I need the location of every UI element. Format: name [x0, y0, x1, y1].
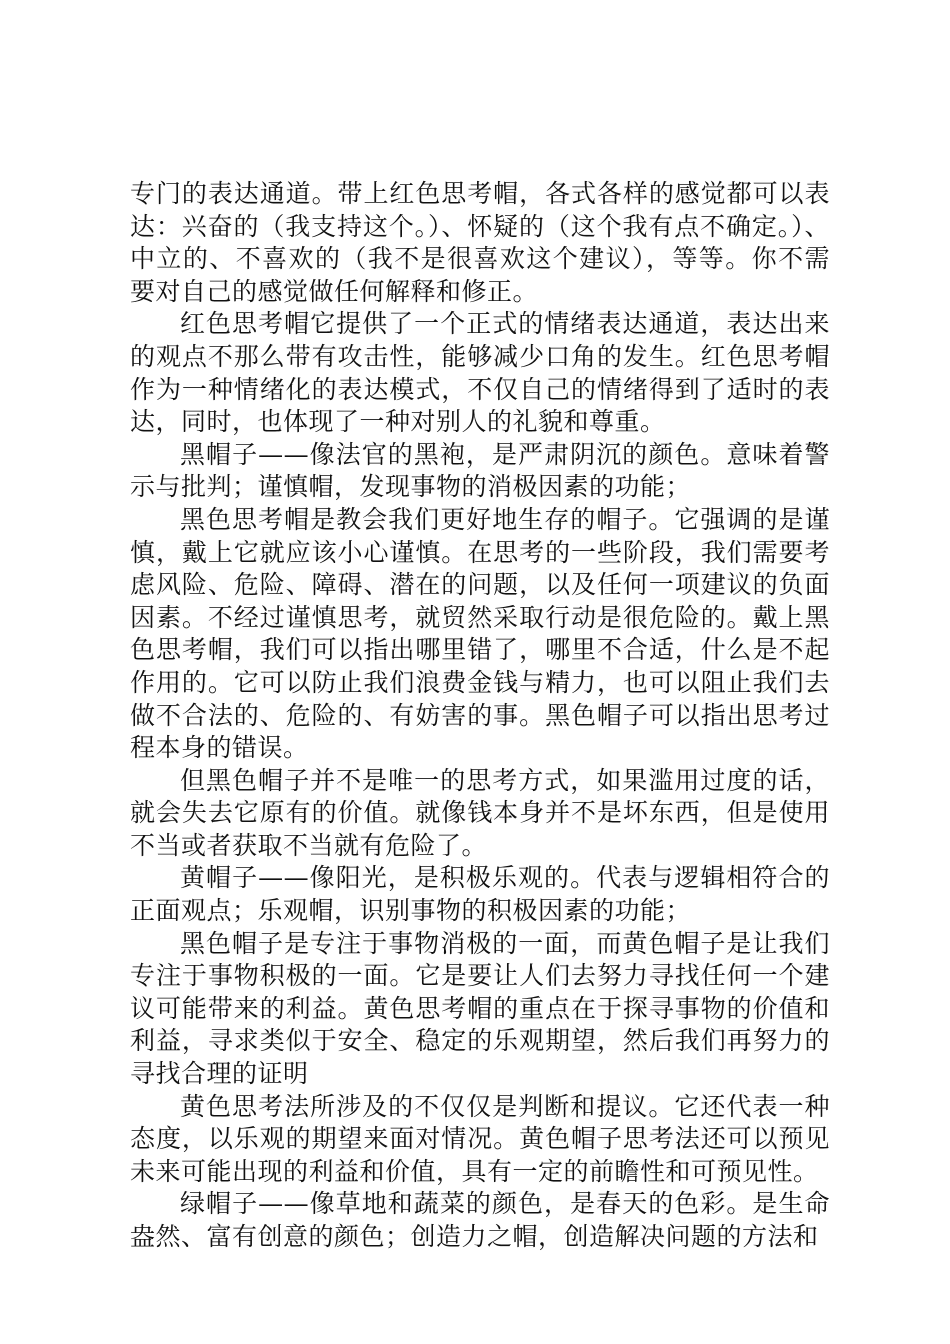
paragraph-3: 黑帽子——像法官的黑袍，是严肃阴沉的颜色。意味着警示与批判；谨慎帽，发现事物的消极因素的功能； [130, 439, 830, 502]
paragraph-4: 黑色思考帽是教会我们更好地生存的帽子。它强调的是谨慎，戴上它就应该小心谨慎。在思考的一些阶段，我们需要考虑风险、危险、障碍、潜在的问题，以及任何一项建议的负面因素。不经过谨慎思考，就贸然采取行动是很危险的。戴上黑色思考帽，我们可以指出哪里错了，哪里不合适，什么是不起作用的。它可以防止我们浪费金钱与精力，也可以阻止我们去做不合法的、危险的、有妨害的事。黑色帽子可以指出思考过程本身的错误。 [130, 504, 830, 763]
paragraph-9: 绿帽子——像草地和蔬菜的颜色，是春天的色彩。是生命盎然、富有创意的颜色；创造力之帽，创造解决问题的方法和 [130, 1189, 830, 1251]
paragraph-7: 黑色帽子是专注于事物消极的一面，而黄色帽子是让我们专注于事物积极的一面。它是要让人们去努力寻找任何一个建议可能带来的利益。黄色思考帽的重点在于探寻事物的价值和利益，寻求类似于安全、稳定的乐观期望，然后我们再努力的寻找合理的证明 [130, 928, 830, 1089]
paragraph-6: 黄帽子——像阳光，是积极乐观的。代表与逻辑相符合的正面观点；乐观帽，识别事物的积极因素的功能； [130, 863, 830, 926]
paragraph-1: 专门的表达通道。带上红色思考帽，各式各样的感觉都可以表达：兴奋的（我支持这个。）、怀疑的（这个我有点不确定。）、中立的、不喜欢的（我不是很喜欢这个建议），等等。你不需要对自己的感觉做任何解释和修正。 [130, 179, 830, 306]
paragraph-8: 黄色思考法所涉及的不仅仅是判断和提议。它还代表一种态度，以乐观的期望来面对情况。黄色帽子思考法还可以预见未来可能出现的利益和价值，具有一定的前瞻性和可预见性。 [130, 1091, 830, 1186]
paragraph-2: 红色思考帽它提供了一个正式的情绪表达通道，表达出来的观点不那么带有攻击性，能够减少口角的发生。红色思考帽作为一种情绪化的表达模式，不仅自己的情绪得到了适时的表达，同时，也体现了一种对别人的礼貌和尊重。 [130, 309, 830, 437]
paragraph-5: 但黑色帽子并不是唯一的思考方式，如果滥用过度的话，就会失去它原有的价值。就像钱本身并不是坏东西，但是使用不当或者获取不当就有危险了。 [130, 765, 830, 860]
document-body [130, 178, 830, 1254]
